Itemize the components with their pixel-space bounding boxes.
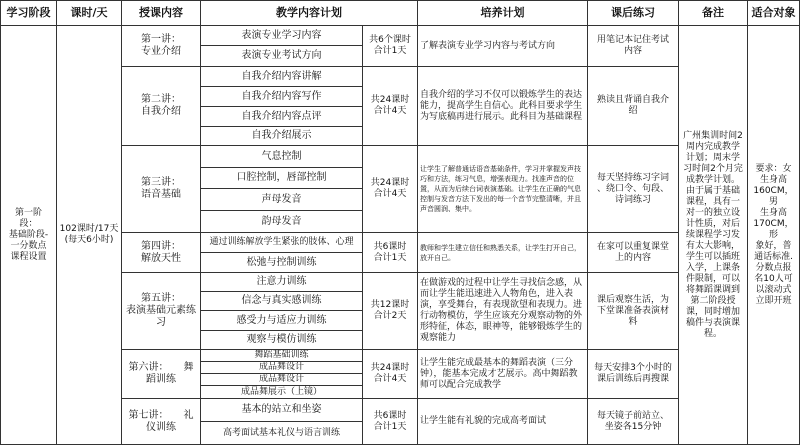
- header-notes: 备注: [678, 0, 748, 26]
- lesson-item: 注意力训练: [200, 272, 363, 292]
- lesson-item: 感受力与适应力训练: [200, 310, 363, 331]
- header-homework: 课后练习: [587, 0, 679, 26]
- lesson-item: 成品舞展示（上镜）: [200, 385, 363, 399]
- lesson-title: 第七讲： 礼 仪训练: [121, 398, 201, 445]
- lesson-item: 成品舞设计: [200, 373, 363, 386]
- lesson-title: 第六讲： 舞 蹈训练: [121, 349, 201, 399]
- lesson-homework: 每天坚持练习字词 、绕口令、句段、 诗词练习: [587, 145, 679, 233]
- header-hours: 课时/天: [56, 0, 122, 26]
- lesson-item: 口腔控制，唇部控制: [200, 167, 363, 189]
- lesson-title: 第二讲： 自我介绍: [121, 66, 201, 146]
- lesson-item: 表演专业学习内容: [200, 25, 363, 46]
- lesson-homework: 课后观察生活，为 下堂课准备表演材 料: [587, 272, 679, 350]
- lesson-item: 韵母发音: [200, 210, 363, 233]
- lesson-item: 高考面试基本礼仪与语言训练: [200, 421, 363, 445]
- lesson-homework: 用笔记本记住考试 内容: [587, 25, 679, 67]
- lesson-homework: 熟读且背诵自我介 绍: [587, 66, 679, 146]
- lesson-homework: 在家可以重复课堂 上的内容: [587, 232, 679, 273]
- lesson-hours: 共24课时 合计4天: [362, 349, 418, 399]
- header-plan: 教学内容计划: [200, 0, 418, 26]
- lesson-item: 气息控制: [200, 145, 363, 168]
- lesson-item: 自我介绍内容写作: [200, 86, 363, 107]
- lesson-hours: 共6课时 合计1天: [362, 232, 418, 273]
- header-content: 授课内容: [121, 0, 201, 26]
- lesson-item: 信念与真实感训练: [200, 291, 363, 311]
- lesson-item: 松弛与控制训练: [200, 252, 363, 273]
- lesson-item: 自我介绍内容讲解: [200, 66, 363, 87]
- total-hours-cell: 102课时/17天 (每天6小时): [56, 25, 122, 445]
- lesson-training: 在做游戏的过程中让学生寻找信念感，从而让学生能迅速进入人物角色，进入表演，享受舞台，有表现欲望和表现力。进行动物模仿，学生应该充分观察动物的外形特征，体态，眼神等，能够锻炼学生的观察能力: [417, 272, 588, 350]
- header-audience: 适合对象: [747, 0, 800, 26]
- lesson-title: 第四讲： 解放天性: [121, 232, 201, 273]
- lesson-training: 了解表演专业学习内容与考试方向: [417, 25, 588, 67]
- lesson-item: 自我介绍展示: [200, 126, 363, 146]
- lesson-hours: 共12课时 合计2天: [362, 272, 418, 350]
- lesson-item: 舞蹈基础训练: [200, 349, 363, 362]
- lesson-hours: 共24课时 合计4天: [362, 145, 418, 233]
- lesson-title: 第三讲： 语音基础: [121, 145, 201, 233]
- lesson-training: 让学生了解普通话语音基础条件，学习并掌握发声技巧和方法，练习气息，增强表现力。找准声音的位置，从而为后续台词表演基础。让学生在正确的气息控制与发音方法下发出的每一个音节完整清晰，并且声音圆润、集中。: [417, 145, 588, 233]
- audience-cell: 要求：女 生身高 160CM，男 生身高 170CM，形 象好，普 通话标准. 分数点报 名10人可 以滚动式 立即开班: [747, 25, 800, 445]
- lesson-item: 自我介绍内容点评: [200, 106, 363, 127]
- lesson-training: 让学生能完成最基本的舞蹈表演（三分钟），能基本完成才艺展示。高中舞蹈教师可以配合完成教学: [417, 349, 588, 399]
- lesson-training: 自我介绍的学习不仅可以锻炼学生的表达能力，提高学生自信心。此科目要求学生为写底稿再进行展示。此科目为基础课程: [417, 66, 588, 146]
- lesson-training: 让学生能有礼貌的完成高考面试: [417, 398, 588, 445]
- notes-cell: 广州集训时间2 周内完成教学 计划；周末学 习时间2个月完 成教学计划。 由于属于基础 课程，具有一 对一的独立设 计性质，对后 续课程学习发 有太大影响， 学生可以插班 入学，上课条 件限制，可以 将舞蹈课调到 第二阶段授 课，同时增加 稿件与表演课 程。: [678, 25, 748, 445]
- lesson-item: 表演专业考试方向: [200, 45, 363, 67]
- stage-cell: 第一阶 段： 基础阶段- 一分数点 课程设置: [0, 25, 57, 445]
- header-training: 培养计划: [417, 0, 588, 26]
- lesson-title: 第五讲： 表演基础元素练 习: [121, 272, 201, 350]
- lesson-homework: 每天镜子前站立、 坐姿各15分钟: [587, 398, 679, 445]
- lesson-item: 声母发音: [200, 188, 363, 211]
- lesson-training: 教师和学生建立信任和熟悉关系，让学生打开自己，放开自己。: [417, 232, 588, 273]
- lesson-hours: 共24课时 合计4天: [362, 66, 418, 146]
- lesson-title: 第一讲： 专业介绍: [121, 25, 201, 67]
- lesson-item: 成品舞设计: [200, 361, 363, 374]
- lesson-hours: 共6个课时 合计1天: [362, 25, 418, 67]
- lesson-item: 观察与模仿训练: [200, 330, 363, 350]
- lesson-hours: 共6课时 合计1天: [362, 398, 418, 445]
- lesson-homework: 每天安排3个小时的 课后训练后再搜课: [587, 349, 679, 399]
- header-stage: 学习阶段: [0, 0, 57, 26]
- lesson-item: 基本的站立和坐姿: [200, 398, 363, 422]
- lesson-item: 通过训练解放学生紧张的肢体、心理: [200, 232, 363, 253]
